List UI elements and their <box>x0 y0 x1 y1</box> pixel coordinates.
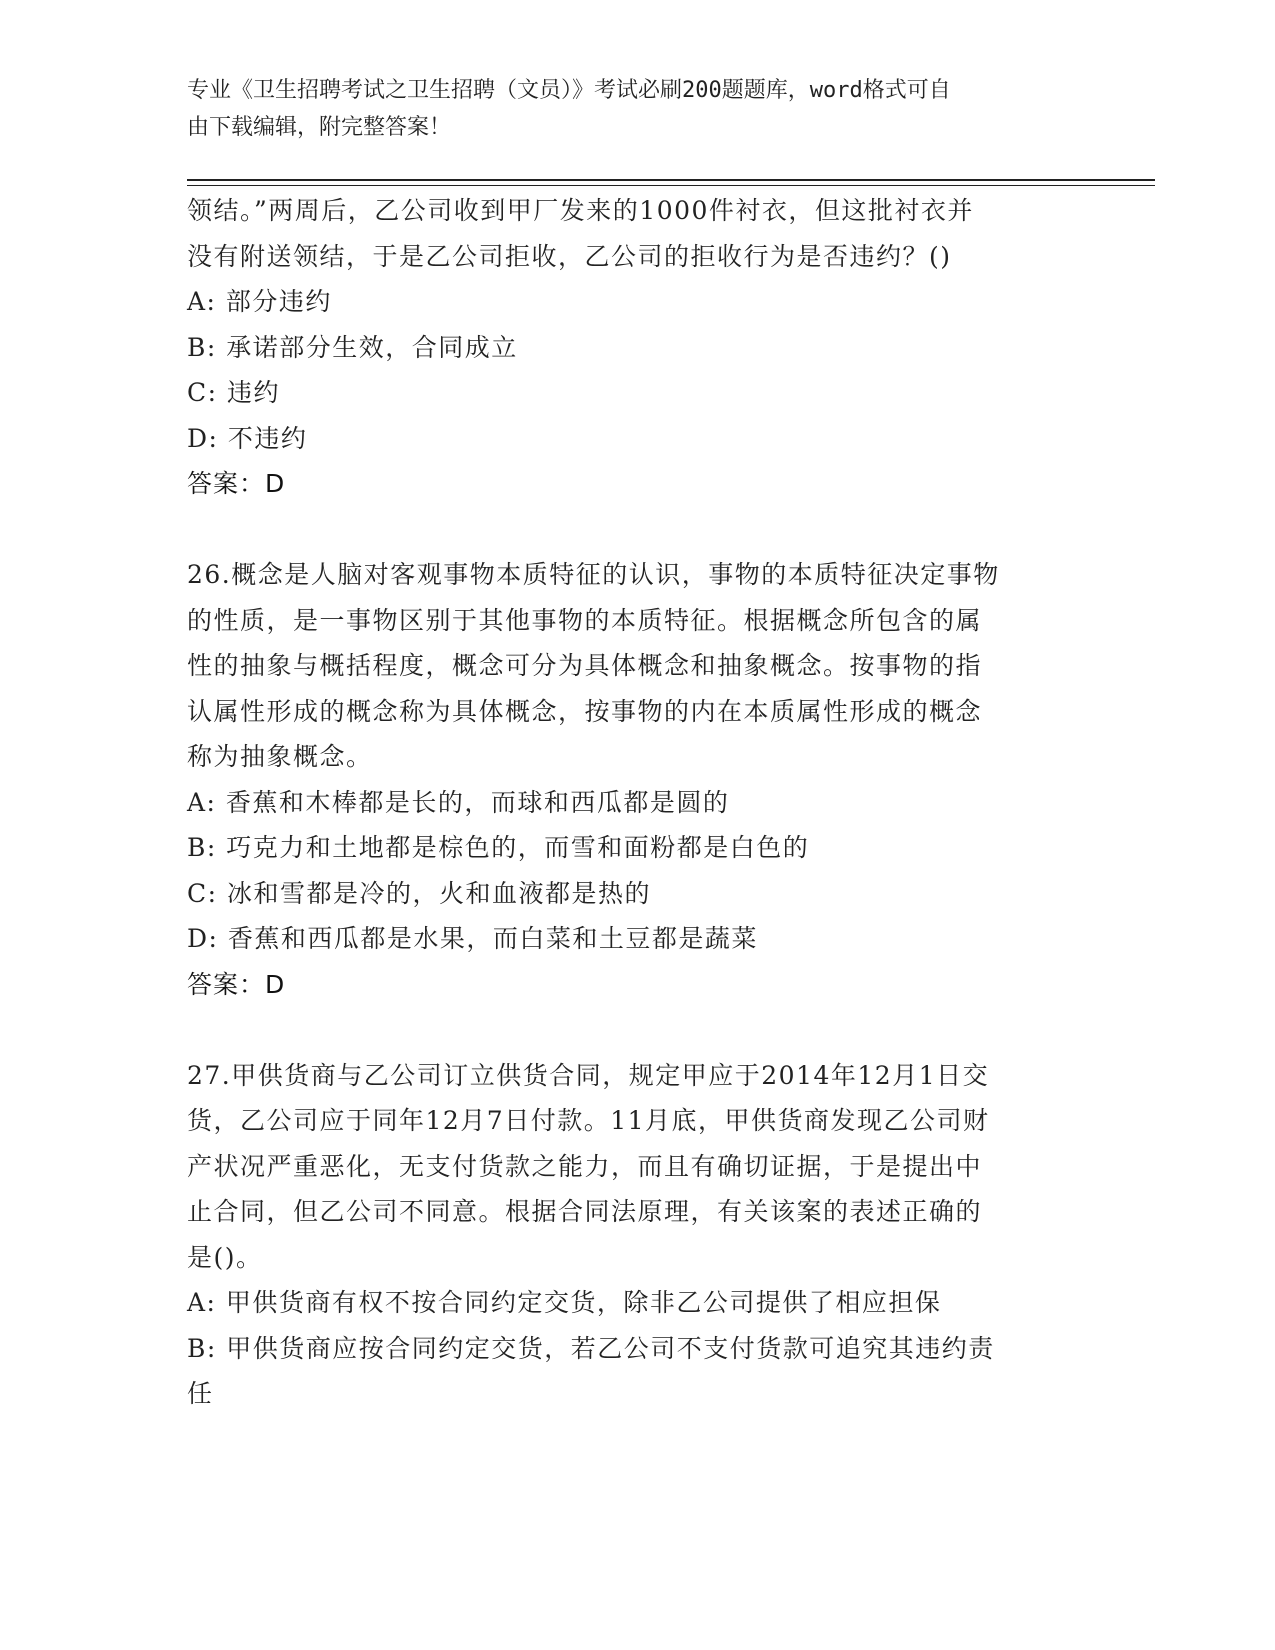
question-25-stem-line-2: 没有附送领结，于是乙公司拒收，乙公司的拒收行为是否违约？() <box>187 241 952 271</box>
document-body <box>187 188 1087 1417</box>
question-25-option-d: D: 不违约 <box>187 423 308 453</box>
spacer <box>187 1007 1087 1053</box>
question-27-stem-line-1: 27.甲供货商与乙公司订立供货合同，规定甲应于2014年12月1日交 <box>187 1060 990 1090</box>
question-25-option-a: A: 部分违约 <box>187 287 332 316</box>
question-26-stem-line-4: 认属性形成的概念称为具体概念，按事物的内在本质属性形成的概念 <box>187 696 983 726</box>
question-27-stem-line-3: 产状况严重恶化，无支付货款之能力，而且有确切证据，于是提出中 <box>187 1151 983 1181</box>
question-27-option-b-line-2: 任 <box>187 1379 214 1408</box>
question-27-stem-line-2: 货，乙公司应于同年12月7日付款。11月底，甲供货商发现乙公司财 <box>187 1106 990 1135</box>
question-27-stem-line-5: 是()。 <box>187 1242 263 1272</box>
header-title-line-1: 专业《卫生招聘考试之卫生招聘（文员）》考试必刷200题题库，word格式可自 <box>187 78 951 103</box>
question-26-answer: 答案：D <box>187 969 286 999</box>
question-27-option-a: A: 甲供货商有权不按合同约定交货，除非乙公司提供了相应担保 <box>187 1288 942 1317</box>
page-header <box>187 72 1087 146</box>
question-27-option-b-line-1: B: 甲供货商应按合同约定交货，若乙公司不支付货款可追究其违约责 <box>187 1333 995 1363</box>
question-25-option-c: C: 违约 <box>187 378 280 407</box>
question-27 <box>187 1053 1087 1417</box>
question-26-option-d: D: 香蕉和西瓜都是水果，而白菜和土豆都是蔬菜 <box>187 924 758 953</box>
question-25 <box>187 188 1087 507</box>
question-26 <box>187 552 1087 1007</box>
spacer <box>187 507 1087 553</box>
question-26-option-c: C: 冰和雪都是冷的，火和血液都是热的 <box>187 878 651 908</box>
question-26-stem-line-5: 称为抽象概念。 <box>187 742 373 771</box>
question-25-answer: 答案：D <box>187 469 286 498</box>
question-26-stem-line-2: 的性质，是一事物区别于其他事物的本质特征。根据概念所包含的属 <box>187 605 983 635</box>
question-26-option-b: B: 巧克力和土地都是棕色的，而雪和面粉都是白色的 <box>187 833 810 862</box>
header-rule-thick <box>187 179 1155 181</box>
question-25-stem-line-1: 领结。”两周后，乙公司收到甲厂发来的1000件衬衣，但这批衬衣并 <box>187 196 974 225</box>
question-26-stem-line-1: 26.概念是人脑对客观事物本质特征的认识，事物的本质特征决定事物 <box>187 560 1000 589</box>
question-26-stem-line-3: 性的抽象与概括程度，概念可分为具体概念和抽象概念。按事物的指 <box>187 651 983 680</box>
question-27-stem-line-4: 止合同，但乙公司不同意。根据合同法原理，有关该案的表述正确的 <box>187 1197 983 1226</box>
question-25-option-b: B: 承诺部分生效，合同成立 <box>187 332 518 362</box>
header-rule-thin <box>187 185 1155 186</box>
question-26-option-a: A: 香蕉和木棒都是长的，而球和西瓜都是圆的 <box>187 787 730 817</box>
header-title-line-2: 由下载编辑，附完整答案！ <box>187 115 452 140</box>
